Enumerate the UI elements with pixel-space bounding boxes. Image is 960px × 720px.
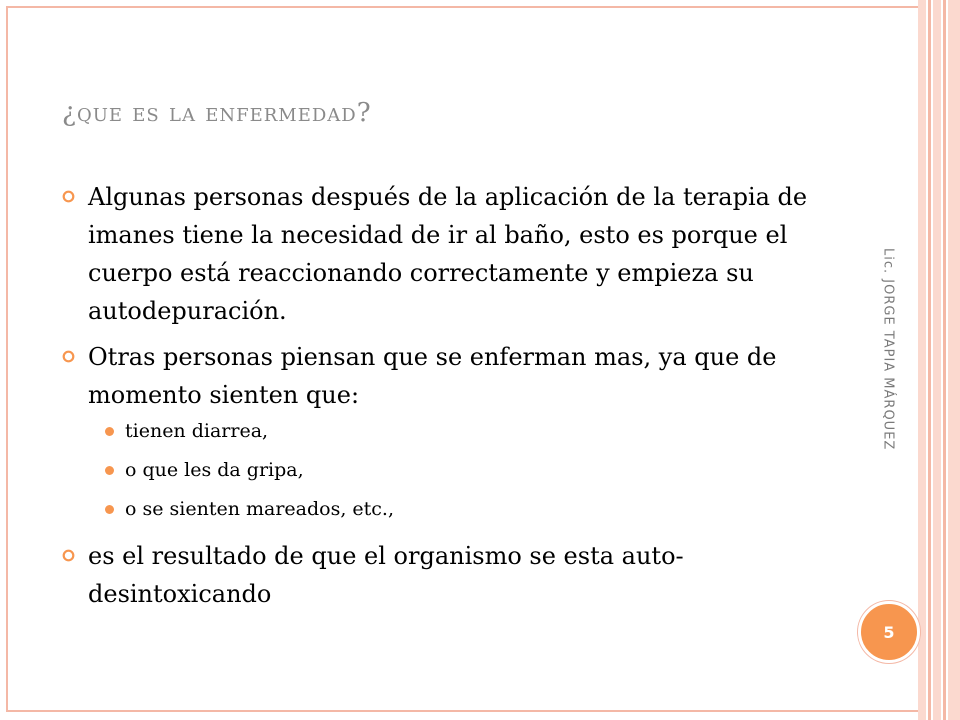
page-number: 5 xyxy=(883,622,895,642)
title-main: que es la enfermedad xyxy=(76,98,357,128)
side-stripes xyxy=(918,0,960,720)
sub-bullet-list xyxy=(88,420,842,521)
sub-bullet-text: o que les da gripa, xyxy=(125,459,304,481)
bullet-item xyxy=(62,178,842,330)
page-number-badge xyxy=(858,601,920,663)
sub-bullet-item xyxy=(88,420,842,443)
author-text: Lic. JORGE TAPIA MÁRQUEZ xyxy=(880,248,896,451)
bullet-text: Otras personas piensan que se enferman mas, ya que de momento sienten que: xyxy=(88,343,777,409)
bullet-item xyxy=(62,338,842,521)
ring-bullet-icon xyxy=(62,190,75,203)
ring-bullet-icon xyxy=(62,549,75,562)
stripe xyxy=(933,0,941,720)
bullet-item xyxy=(62,537,842,613)
bullet-text: Algunas personas después de la aplicación de la terapia de imanes tiene la necesidad de ir al baño, esto es porque el cuerpo está reaccionando correctamente y empieza su autodepuración. xyxy=(88,183,808,325)
title-suffix: ? xyxy=(356,98,372,128)
bullet-list xyxy=(62,178,842,621)
dot-bullet-icon xyxy=(105,427,114,436)
dot-bullet-icon xyxy=(105,505,114,514)
stripe xyxy=(918,0,926,720)
sub-bullet-text: o se sienten mareados, etc., xyxy=(125,498,395,520)
stripe xyxy=(943,0,946,720)
ring-bullet-icon xyxy=(62,350,75,363)
sub-bullet-item xyxy=(88,459,842,482)
title-prefix: ¿ xyxy=(62,98,77,128)
dot-bullet-icon xyxy=(105,466,114,475)
stripe xyxy=(928,0,931,720)
author-label xyxy=(870,248,906,488)
bullet-text: es el resultado de que el organismo se esta auto-desintoxicando xyxy=(88,542,684,608)
sub-bullet-item xyxy=(88,498,842,521)
stripe xyxy=(948,0,960,720)
sub-bullet-text: tienen diarrea, xyxy=(125,420,269,442)
slide-title xyxy=(62,98,372,128)
